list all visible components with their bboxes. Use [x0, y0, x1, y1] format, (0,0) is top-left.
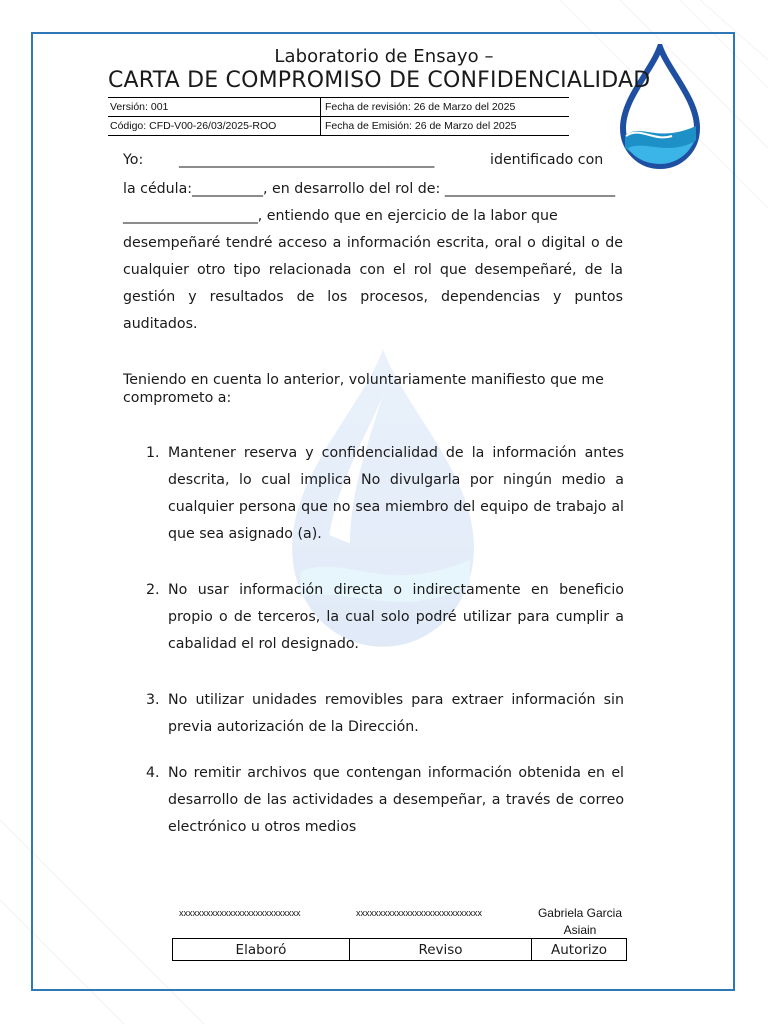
list-item — [146, 687, 624, 741]
elaboro-label: Elaboró — [173, 939, 350, 961]
list-text: No utilizar unidades removibles para extraer información sin previa autorización de la Dirección. — [168, 692, 624, 735]
document-title-line-2: CARTA DE COMPROMISO DE CONFIDENCIALIDAD — [108, 68, 651, 93]
reviso-label: Reviso — [350, 939, 532, 961]
list-text: Mantener reserva y confidencialidad de la información antes descrita, lo cual implica No divulgarla por ningún medio a cualquier persona que no sea miembro del equipo de trabajo al que sea asignado (a). — [168, 445, 624, 542]
intro-line-3: ___________________, entiendo que en ejercicio de la labor que — [123, 208, 558, 224]
list-number: 2. — [146, 582, 160, 598]
code-cell: Código: CFD-V00-26/03/2025-ROO — [108, 117, 321, 136]
list-number: 4. — [146, 765, 160, 781]
list-item — [146, 760, 624, 841]
signature-table — [172, 938, 627, 961]
commitment-intro: Teniendo en cuenta lo anterior, voluntariamente manifiesto que me comprometo a: — [123, 372, 604, 406]
intro-line-1 — [123, 152, 143, 168]
document-title-line-1: Laboratorio de Ensayo – — [274, 46, 494, 67]
list-text: No usar información directa o indirectamente en beneficio propio o de terceros, la cual solo podré utilizar para cumplir a cabalidad el rol designado. — [168, 582, 624, 652]
list-number: 3. — [146, 692, 160, 708]
autorizo-label: Autorizo — [532, 939, 627, 961]
emission-date-cell: Fecha de Emisión: 26 de Marzo del 2025 — [321, 117, 570, 136]
intro-paragraph: desempeñaré tendré acceso a información escrita, oral o digital o de cualquier otro tipo relacionada con el rol que desempeñaré, de la gestión y resultados de los procesos, dependencias y puntos auditados. — [123, 235, 623, 332]
intro-identificado: identificado con — [490, 152, 604, 168]
document-metadata-table — [108, 97, 569, 136]
list-number: 1. — [146, 445, 160, 461]
reviso-signature-name: xxxxxxxxxxxxxxxxxxxxxxxxxxxx — [356, 908, 482, 918]
revision-date-cell: Fecha de revisión: 26 de Marzo del 2025 — [321, 98, 570, 117]
elaboro-signature-name: xxxxxxxxxxxxxxxxxxxxxxxxxxx — [179, 908, 301, 918]
intro-name-blank: ____________________________________ — [179, 152, 435, 168]
list-item — [146, 440, 624, 548]
intro-line-2: la cédula:__________, en desarrollo del rol de: ________________________ — [123, 181, 616, 197]
list-text: No remitir archivos que contengan información obtenida en el desarrollo de las actividades a desempeñar, a través de correo electrónico u otros medios — [168, 765, 624, 835]
list-item — [146, 577, 624, 658]
intro-yo: Yo: — [123, 152, 144, 168]
autorizo-signature-name: Gabriela Garcia Asiain — [537, 906, 623, 937]
version-cell: Versión: 001 — [108, 98, 321, 117]
